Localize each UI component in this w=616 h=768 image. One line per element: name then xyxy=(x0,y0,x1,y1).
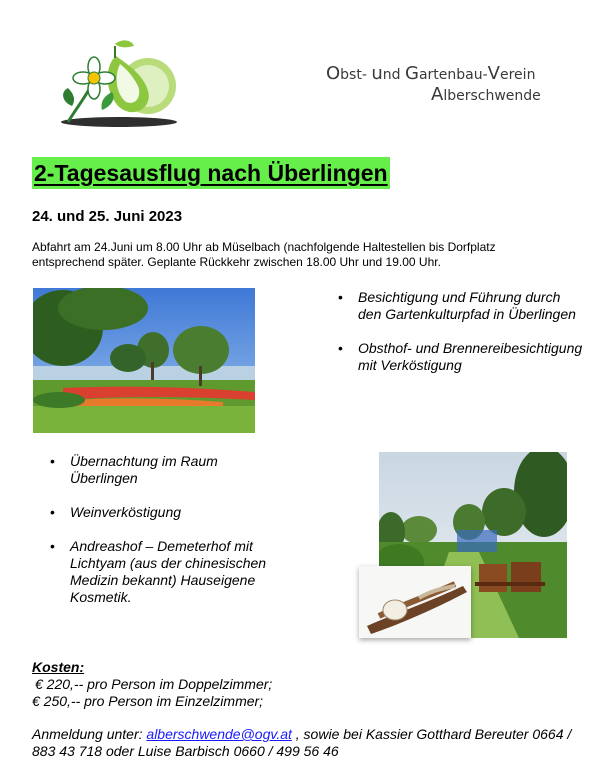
registration-prefix: Anmeldung unter: xyxy=(32,726,147,742)
list-item: • Übernachtung im Raum Überlingen xyxy=(46,453,286,487)
organization-line-2: Alberschwende xyxy=(431,84,541,105)
park-photo xyxy=(33,288,255,433)
costs-heading: Kosten: xyxy=(32,659,85,675)
program-list-right xyxy=(334,289,584,391)
organization-name xyxy=(326,64,541,106)
list-item: • Weinverköstigung xyxy=(46,504,286,521)
list-item: • Besichtigung und Führung durch den Gartenkulturpfad in Überlingen xyxy=(334,289,584,323)
registration-contacts: , sowie bei Kassier Gotthard Bereuter 0664 / 883 43 718 oder Luise Barbisch 0660 / 499 56 46 xyxy=(32,726,572,759)
event-date: 24. und 25. Juni 2023 xyxy=(32,208,183,225)
cost-double-room: € 220,-- pro Person im Doppelzimmer; xyxy=(35,676,273,692)
intro-text: Abfahrt am 24.Juni um 8.00 Uhr ab Müselbach (nachfolgende Haltestellen bis Dorfplatz entsprechend später. Geplante Rückkehr zwischen 18.00 Uhr und 19.00 Uhr. xyxy=(32,240,496,269)
organization-line-1: Obst- und Gartenbau-Verein xyxy=(326,63,536,84)
costs-section xyxy=(32,659,272,710)
email-link[interactable]: alberschwende@ogv.at xyxy=(146,726,292,742)
registration-info xyxy=(32,726,592,760)
program-list-left xyxy=(46,453,286,623)
yam-root-photo xyxy=(359,566,471,638)
list-item: • Andreashof – Demeterhof mit Lichtyam (aus der chinesischen Medizin bekannt) Hauseigene Kosmetik. xyxy=(46,538,286,606)
list-item: • Obsthof- und Brennereibesichtigung mit Verköstigung xyxy=(334,340,584,374)
club-logo xyxy=(58,36,180,128)
page-title: 2-Tagesausflug nach Überlingen xyxy=(32,157,390,189)
cost-single-room: € 250,-- pro Person im Einzelzimmer; xyxy=(32,693,264,709)
